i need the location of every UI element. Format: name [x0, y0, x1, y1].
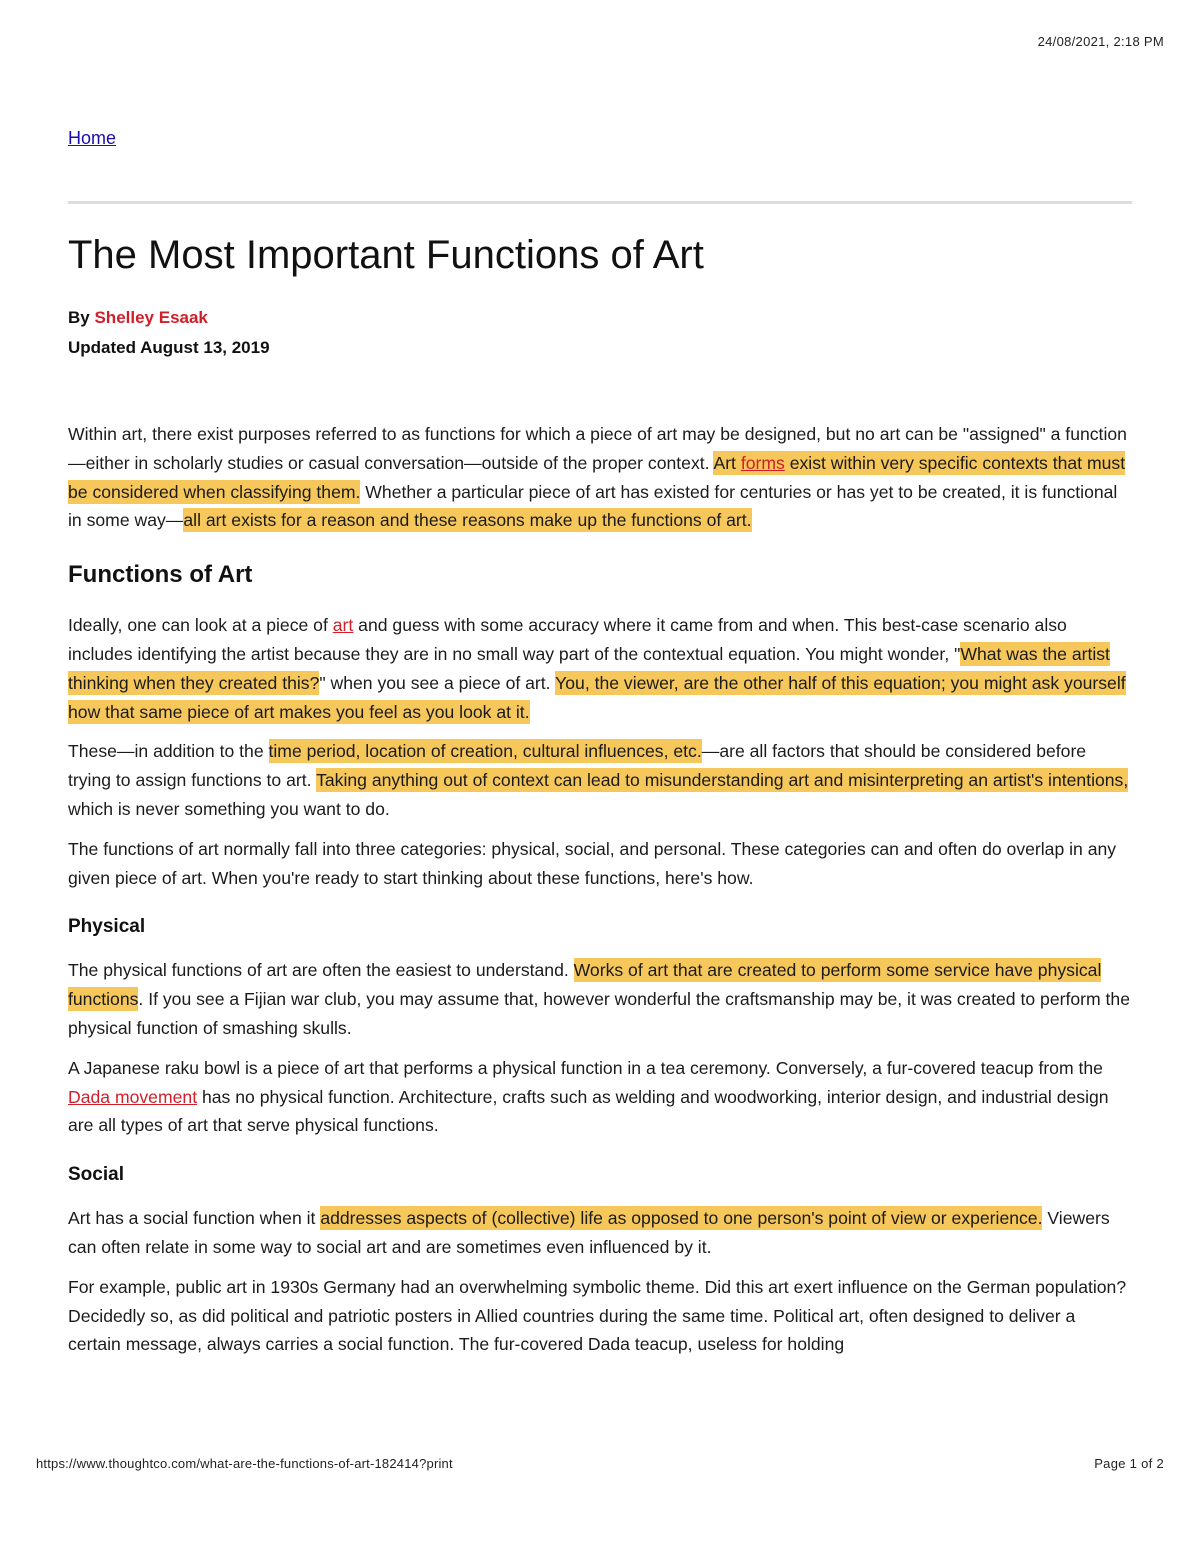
- print-datetime: 24/08/2021, 2:18 PM: [1037, 34, 1164, 49]
- text: " when you see a piece of art.: [319, 672, 556, 693]
- highlight: Taking anything out of context can lead to misunderstanding art and misinterpreting an artist's intentions,: [316, 770, 1129, 791]
- paragraph: For example, public art in 1930s Germany had an overwhelming symbolic theme. Did this art exert influence on the German population? Decidedly so, as did political and patriotic posters in Allied countries during the same time. Political art, often designed to deliver a certain message, always carries a social function. The fur-covered Dada teacup, useless for holding: [68, 1276, 1127, 1355]
- text: Viewers can often relate in some way to social art and are sometimes even influenced by it.: [68, 1208, 1110, 1257]
- highlight: addresses aspects of (collective) life as opposed to one person's point of view or experience.: [320, 1208, 1043, 1229]
- paragraph: [68, 1054, 1132, 1140]
- text: Ideally, one can look at a piece of: [68, 615, 333, 636]
- text: A Japanese raku bowl is a piece of art that performs a physical function in a tea ceremony. Conversely, a fur-covered teacup from the: [68, 1057, 1103, 1078]
- text: —are all factors that should be considered before trying to assign functions to art.: [68, 741, 1087, 791]
- text: has no physical function. Architecture, crafts such as welding and woodworking, interior design, and industrial design are all types of art that serve physical functions.: [68, 1086, 1109, 1136]
- section-heading-functions: Functions of Art: [68, 561, 253, 589]
- highlight: What was the artist thinking when they created this?: [68, 643, 1110, 693]
- text: Art has a social function when it: [68, 1208, 321, 1229]
- paragraph: The functions of art normally fall into three categories: physical, social, and personal. These categories can and often do overlap in any given piece of art. When you're ready to start thinking about these functions, here's how.: [68, 838, 1117, 888]
- article-content: [68, 128, 1132, 1370]
- text: which is never something you want to do.: [68, 798, 390, 819]
- updated-date: Updated August 13, 2019: [68, 338, 270, 357]
- art-link[interactable]: art: [332, 615, 354, 636]
- section-heading-physical: Physical: [68, 916, 146, 938]
- section-heading-social: Social: [68, 1164, 124, 1186]
- article-title: The Most Important Functions of Art: [68, 233, 704, 277]
- highlight: all art exists for a reason and these reasons make up the functions of art.: [183, 510, 752, 531]
- paragraph: [68, 611, 1132, 726]
- highlight: Works of art that are created to perform some service have physical functions: [68, 960, 1102, 1010]
- author-link[interactable]: Shelley Esaak: [94, 308, 208, 327]
- byline-prefix: By: [68, 308, 95, 327]
- breadcrumb-home-link[interactable]: Home: [68, 128, 117, 148]
- text: Art: [713, 452, 741, 473]
- text: and guess with some accuracy where it came from and when. This best-case scenario also includes identifying the artist because they are in no small way part of the contextual equation. You might wonder, ": [68, 615, 1067, 664]
- text: exist within very specific contexts that must be considered when classifying them.: [68, 452, 1126, 502]
- forms-link[interactable]: forms: [740, 452, 785, 473]
- highlight: time period, location of creation, cultural influences, etc.: [268, 741, 702, 762]
- intro-paragraph: [68, 420, 1132, 535]
- divider: [68, 201, 1132, 204]
- dada-movement-link[interactable]: Dada movement: [68, 1086, 198, 1107]
- highlight: You, the viewer, are the other half of this equation; you might ask yourself how that same piece of art makes you feel as you look at it.: [68, 672, 1126, 722]
- print-url: https://www.thoughtco.com/what-are-the-functions-of-art-182414?print: [36, 1456, 453, 1471]
- text: These—in addition to the: [68, 741, 269, 762]
- paragraph: [68, 737, 1132, 823]
- text: The physical functions of art are often the easiest to understand.: [68, 960, 574, 981]
- print-page-number: Page 1 of 2: [1094, 1456, 1164, 1471]
- paragraph: [68, 1204, 1132, 1262]
- paragraph: [68, 956, 1132, 1042]
- text: Within art, there exist purposes referred to as functions for which a piece of art may be designed, but no art can be "assigned" a function—either in scholarly studies or casual conversation—outside of the proper context.: [68, 424, 1127, 473]
- text: Whether a particular piece of art has existed for centuries or has yet to be created, it is functional in some way—: [68, 481, 1118, 531]
- text: . If you see a Fijian war club, you may assume that, however wonderful the craftsmanship may be, it was created to perform the physical function of smashing skulls.: [68, 989, 1130, 1038]
- byline: [68, 308, 1132, 328]
